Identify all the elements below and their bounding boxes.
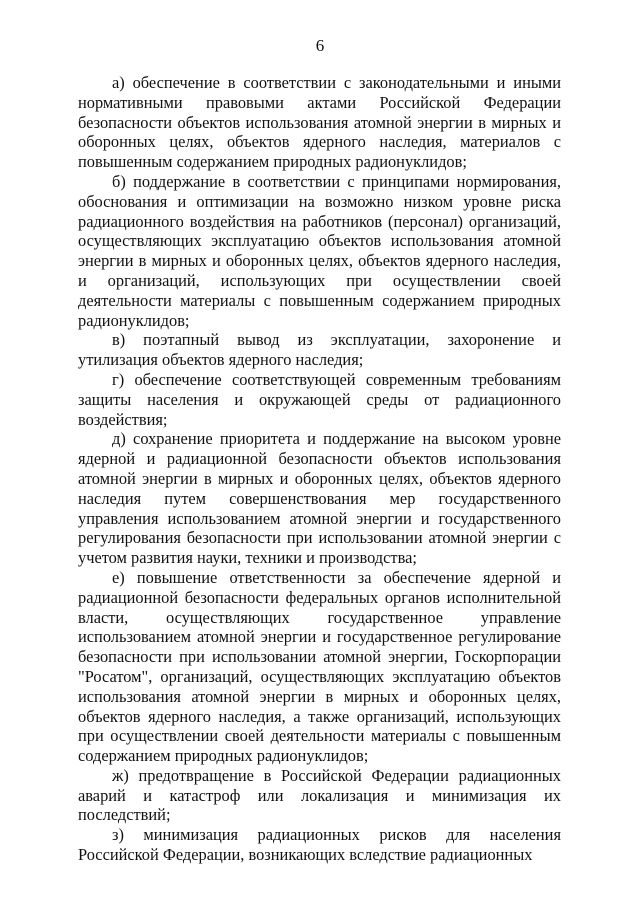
paragraph-e: е) повышение ответственности за обеспечение ядерной и радиационной безопасности федеральных органов исполнительной власти, осуществляющих государственное управление использованием атомной энергии и государственное регулирование безопасности при использовании атомной энергии, Госкорпорации "Росатом", организаций, осуществляющих эксплуатацию объектов использования атомной энергии в мирных и оборонных целях, объектов ядерного наследия, а также организаций, использующих при осуществлении своей деятельности материалы с повышенным содержанием природных радионуклидов; (78, 567, 561, 766)
paragraph-zh: ж) предотвращение в Российской Федерации радиационных аварий и катастроф или локализация и минимизация их последствий; (78, 765, 561, 825)
page-number: 6 (315, 36, 325, 55)
paragraph-a: а) обеспечение в соответствии с законодательными и иными нормативными правовыми актами Российской Федерации безопасности объектов использования атомной энергии в мирных и оборонных целях, объектов ядерного наследия, материалов с повышенным содержанием природных радионуклидов; (78, 73, 561, 172)
paragraph-d: д) сохранение приоритета и поддержание на высоком уровне ядерной и радиационной безопасности объектов использования атомной энергии в мирных и оборонных целях, объектов ядерного наследия путем совершенствования мер государственного управления использованием атомной энергии и государственного регулирования безопасности при использовании атомной энергии с учетом развития науки, техники и производства; (78, 429, 561, 568)
paragraph-v: в) поэтапный вывод из эксплуатации, захоронение и утилизация объектов ядерного наследия; (78, 330, 561, 370)
paragraph-g: г) обеспечение соответствующей современным требованиям защиты населения и окружающей среды от радиационного воздействия; (78, 369, 561, 429)
paragraph-b: б) поддержание в соответствии с принципами нормирования, обоснования и оптимизации на возможно низком уровне риска радиационного воздействия на работников (персонал) организаций, осуществляющих эксплуатацию объектов использования атомной энергии в мирных и оборонных целях, объектов ядерного наследия, и организаций, использующих при осуществлении своей деятельности материалы с повышенным содержанием природных радионуклидов; (78, 171, 561, 330)
document-body (78, 73, 561, 865)
paragraph-z: з) минимизация радиационных рисков для населения Российской Федерации, возникающих вследствие радиационных (78, 825, 561, 865)
